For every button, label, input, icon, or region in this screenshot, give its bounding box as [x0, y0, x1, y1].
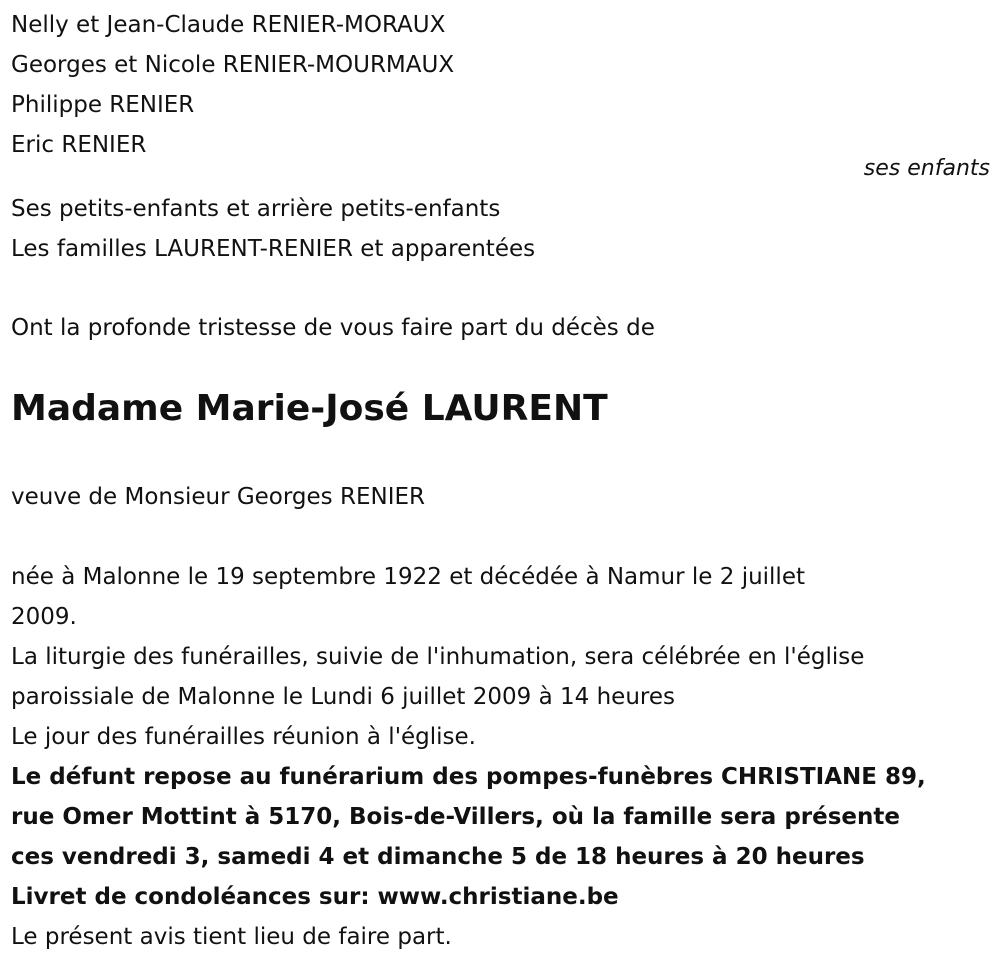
- repose-line-2: rue Omer Mottint à 5170, Bois-de-Villers, où la famille sera présente: [11, 804, 900, 830]
- liturgy-line-1: La liturgie des funérailles, suivie de l'inhumation, sera célébrée en l'église: [11, 644, 865, 670]
- families-line: Les familles LAURENT-RENIER et apparentées: [11, 236, 536, 262]
- deceased-name: Madame Marie-José LAURENT: [11, 388, 608, 429]
- closing-text: Le présent avis tient lieu de faire part.: [11, 924, 452, 950]
- children-label: ses enfants: [863, 156, 990, 181]
- birth-death-line-1: née à Malonne le 19 septembre 1922 et décédée à Namur le 2 juillet: [11, 564, 805, 590]
- child-name-2: Georges et Nicole RENIER-MOURMAUX: [11, 52, 455, 78]
- meeting-text: Le jour des funérailles réunion à l'église.: [11, 724, 476, 750]
- child-name-1: Nelly et Jean-Claude RENIER-MORAUX: [11, 12, 446, 38]
- liturgy-line-2: paroissiale de Malonne le Lundi 6 juillet 2009 à 14 heures: [11, 684, 675, 710]
- repose-line-1: Le défunt repose au funérarium des pompes-funèbres CHRISTIANE 89,: [11, 764, 926, 790]
- condolences-line: Livret de condoléances sur: www.christiane.be: [11, 884, 619, 910]
- repose-line-3: ces vendredi 3, samedi 4 et dimanche 5 de 18 heures à 20 heures: [11, 844, 865, 870]
- child-name-3: Philippe RENIER: [11, 92, 195, 118]
- birth-death-line-2: 2009.: [11, 604, 77, 630]
- announcement-text: Ont la profonde tristesse de vous faire part du décès de: [11, 315, 655, 341]
- child-name-4: Eric RENIER: [11, 132, 147, 158]
- widow-of-text: veuve de Monsieur Georges RENIER: [11, 484, 425, 510]
- grandchildren-line: Ses petits-enfants et arrière petits-enfants: [11, 196, 501, 222]
